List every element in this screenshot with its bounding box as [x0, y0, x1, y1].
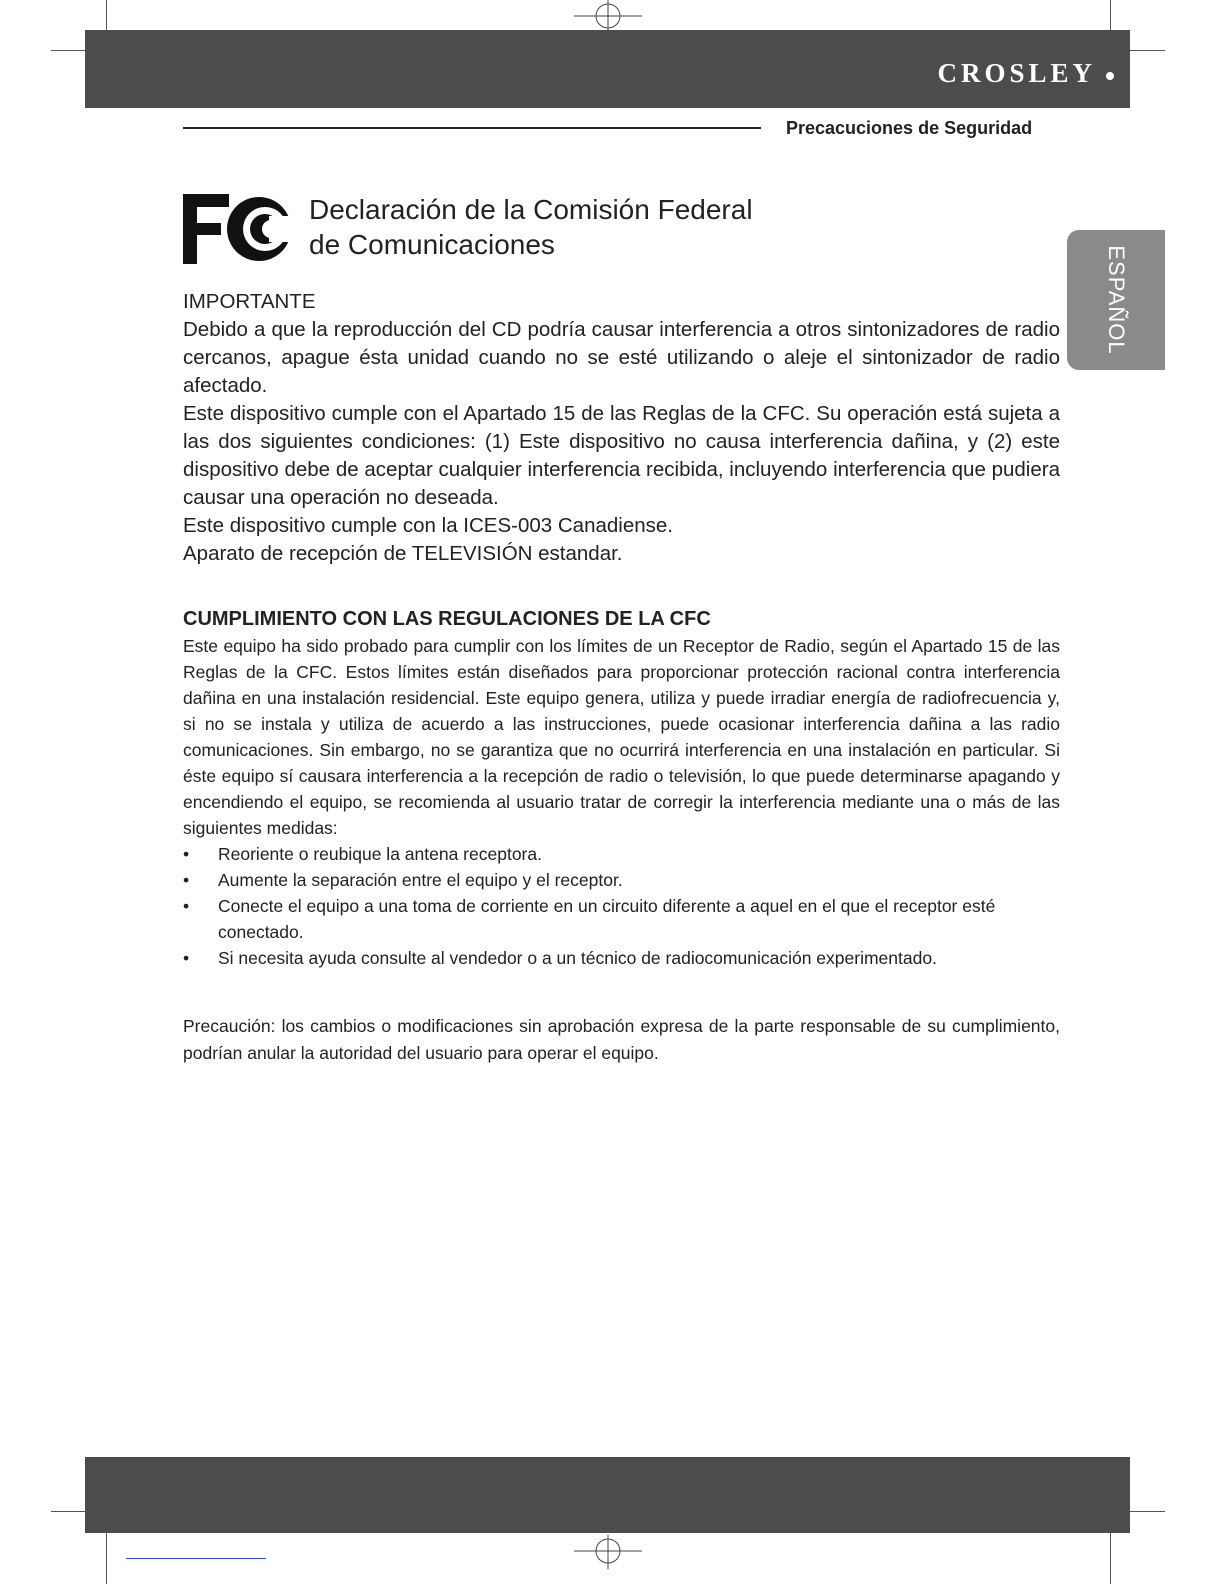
crop-mark [51, 1511, 85, 1512]
brand-logo [937, 58, 1114, 89]
compliance-heading: CUMPLIMIENTO CON LAS REGULACIONES DE LA CFC [183, 608, 711, 630]
bullet-icon: • [183, 896, 190, 916]
compliance-body: Este equipo ha sido probado para cumplir con los límites de un Receptor de Radio, según el Apartado 15 de las Reglas de la CFC. Estos límites están diseñados para proporcionar protección racional contra interferencia dañina en una instalación residencial. Este equipo genera, utiliza y puede irradiar energía de radiofrecuencia y, si no se instala y utiliza de acuerdo a las instrucciones, puede ocasionar interferencia dañina a las radio comunicaciones. Sin embargo, no se garantiza que no ocurrirá interferencia en una instalación en particular. Si éste equipo sí causara interferencia a la recepción de radio o televisión, lo que puede determinarse apagando y encendiendo el equipo, se recomienda al usuario tratar de corregir la interferencia mediante una o más de las siguientes medidas: [183, 636, 1060, 838]
important-paragraph: Este dispositivo cumple con la ICES-003 Canadiense. [183, 514, 673, 537]
list-item-text: Aumente la separación entre el equipo y el receptor. [218, 870, 623, 890]
fcc-heading [309, 192, 753, 262]
bullet-icon: • [183, 948, 190, 968]
crop-mark [106, 0, 107, 30]
list-item [183, 841, 1060, 867]
important-paragraph: Aparato de recepción de TELEVISIÓN estandar. [183, 542, 623, 565]
footer-band [85, 1457, 1130, 1533]
crop-mark [1110, 0, 1111, 30]
important-section [183, 288, 1060, 568]
important-paragraph: Este dispositivo cumple con el Apartado 15 de las Reglas de la CFC. Su operación está sujeta a las dos siguientes condiciones: (1) Este dispositivo no causa interferencia dañina, y (2) este dispositivo debe de aceptar cualquier interferencia recibida, incluyendo interferencia que pudiera causar una operación no deseada. [183, 402, 1060, 509]
list-item [183, 945, 1060, 971]
brand-wordmark: CROSLEY [937, 58, 1096, 88]
header-rule [183, 127, 761, 129]
bullet-icon: • [183, 870, 190, 890]
crop-mark [106, 1533, 107, 1584]
measures-list [183, 841, 1060, 971]
list-item [183, 893, 1060, 945]
section-title: Precacuciones de Seguridad [786, 118, 1033, 138]
list-item-text: Si necesita ayuda consulte al vendedor o a un técnico de radiocomunicación experimentado. [218, 948, 937, 968]
language-tab-label: ESPAÑOL [1104, 245, 1129, 355]
crop-mark [1130, 1511, 1165, 1512]
important-label: IMPORTANTE [183, 290, 316, 313]
important-paragraph: Debido a que la reproducción del CD podría causar interferencia a otros sintonizadores de radio cercanos, apague ésta unidad cuando no se esté utilizando o aleje el sintonizador de radio afectado. [183, 318, 1060, 397]
registration-mark-top [574, 0, 642, 32]
crop-mark [51, 50, 85, 51]
caution-note: Precaución: los cambios o modificaciones sin aprobación expresa de la parte responsable de su cumplimiento, podrían anular la autoridad del usuario para operar el equipo. [183, 1016, 1060, 1063]
crop-mark [1130, 50, 1165, 51]
footer-link-underline [126, 1558, 266, 1559]
list-item [183, 867, 1060, 893]
fcc-heading-line2: de Comunicaciones [309, 229, 555, 260]
fcc-logo-icon [183, 192, 295, 266]
list-item-text: Conecte el equipo a una toma de corriente en un circuito diferente a aquel en el que el receptor esté conectado. [218, 896, 996, 942]
bullet-icon: • [183, 844, 190, 864]
brand-dot-icon [1106, 72, 1114, 80]
compliance-section [183, 633, 1060, 971]
registration-mark-bottom [574, 1535, 642, 1569]
fcc-heading-line1: Declaración de la Comisión Federal [309, 194, 753, 225]
list-item-text: Reoriente o reubique la antena receptora. [218, 844, 542, 864]
crop-mark [1110, 1533, 1111, 1584]
